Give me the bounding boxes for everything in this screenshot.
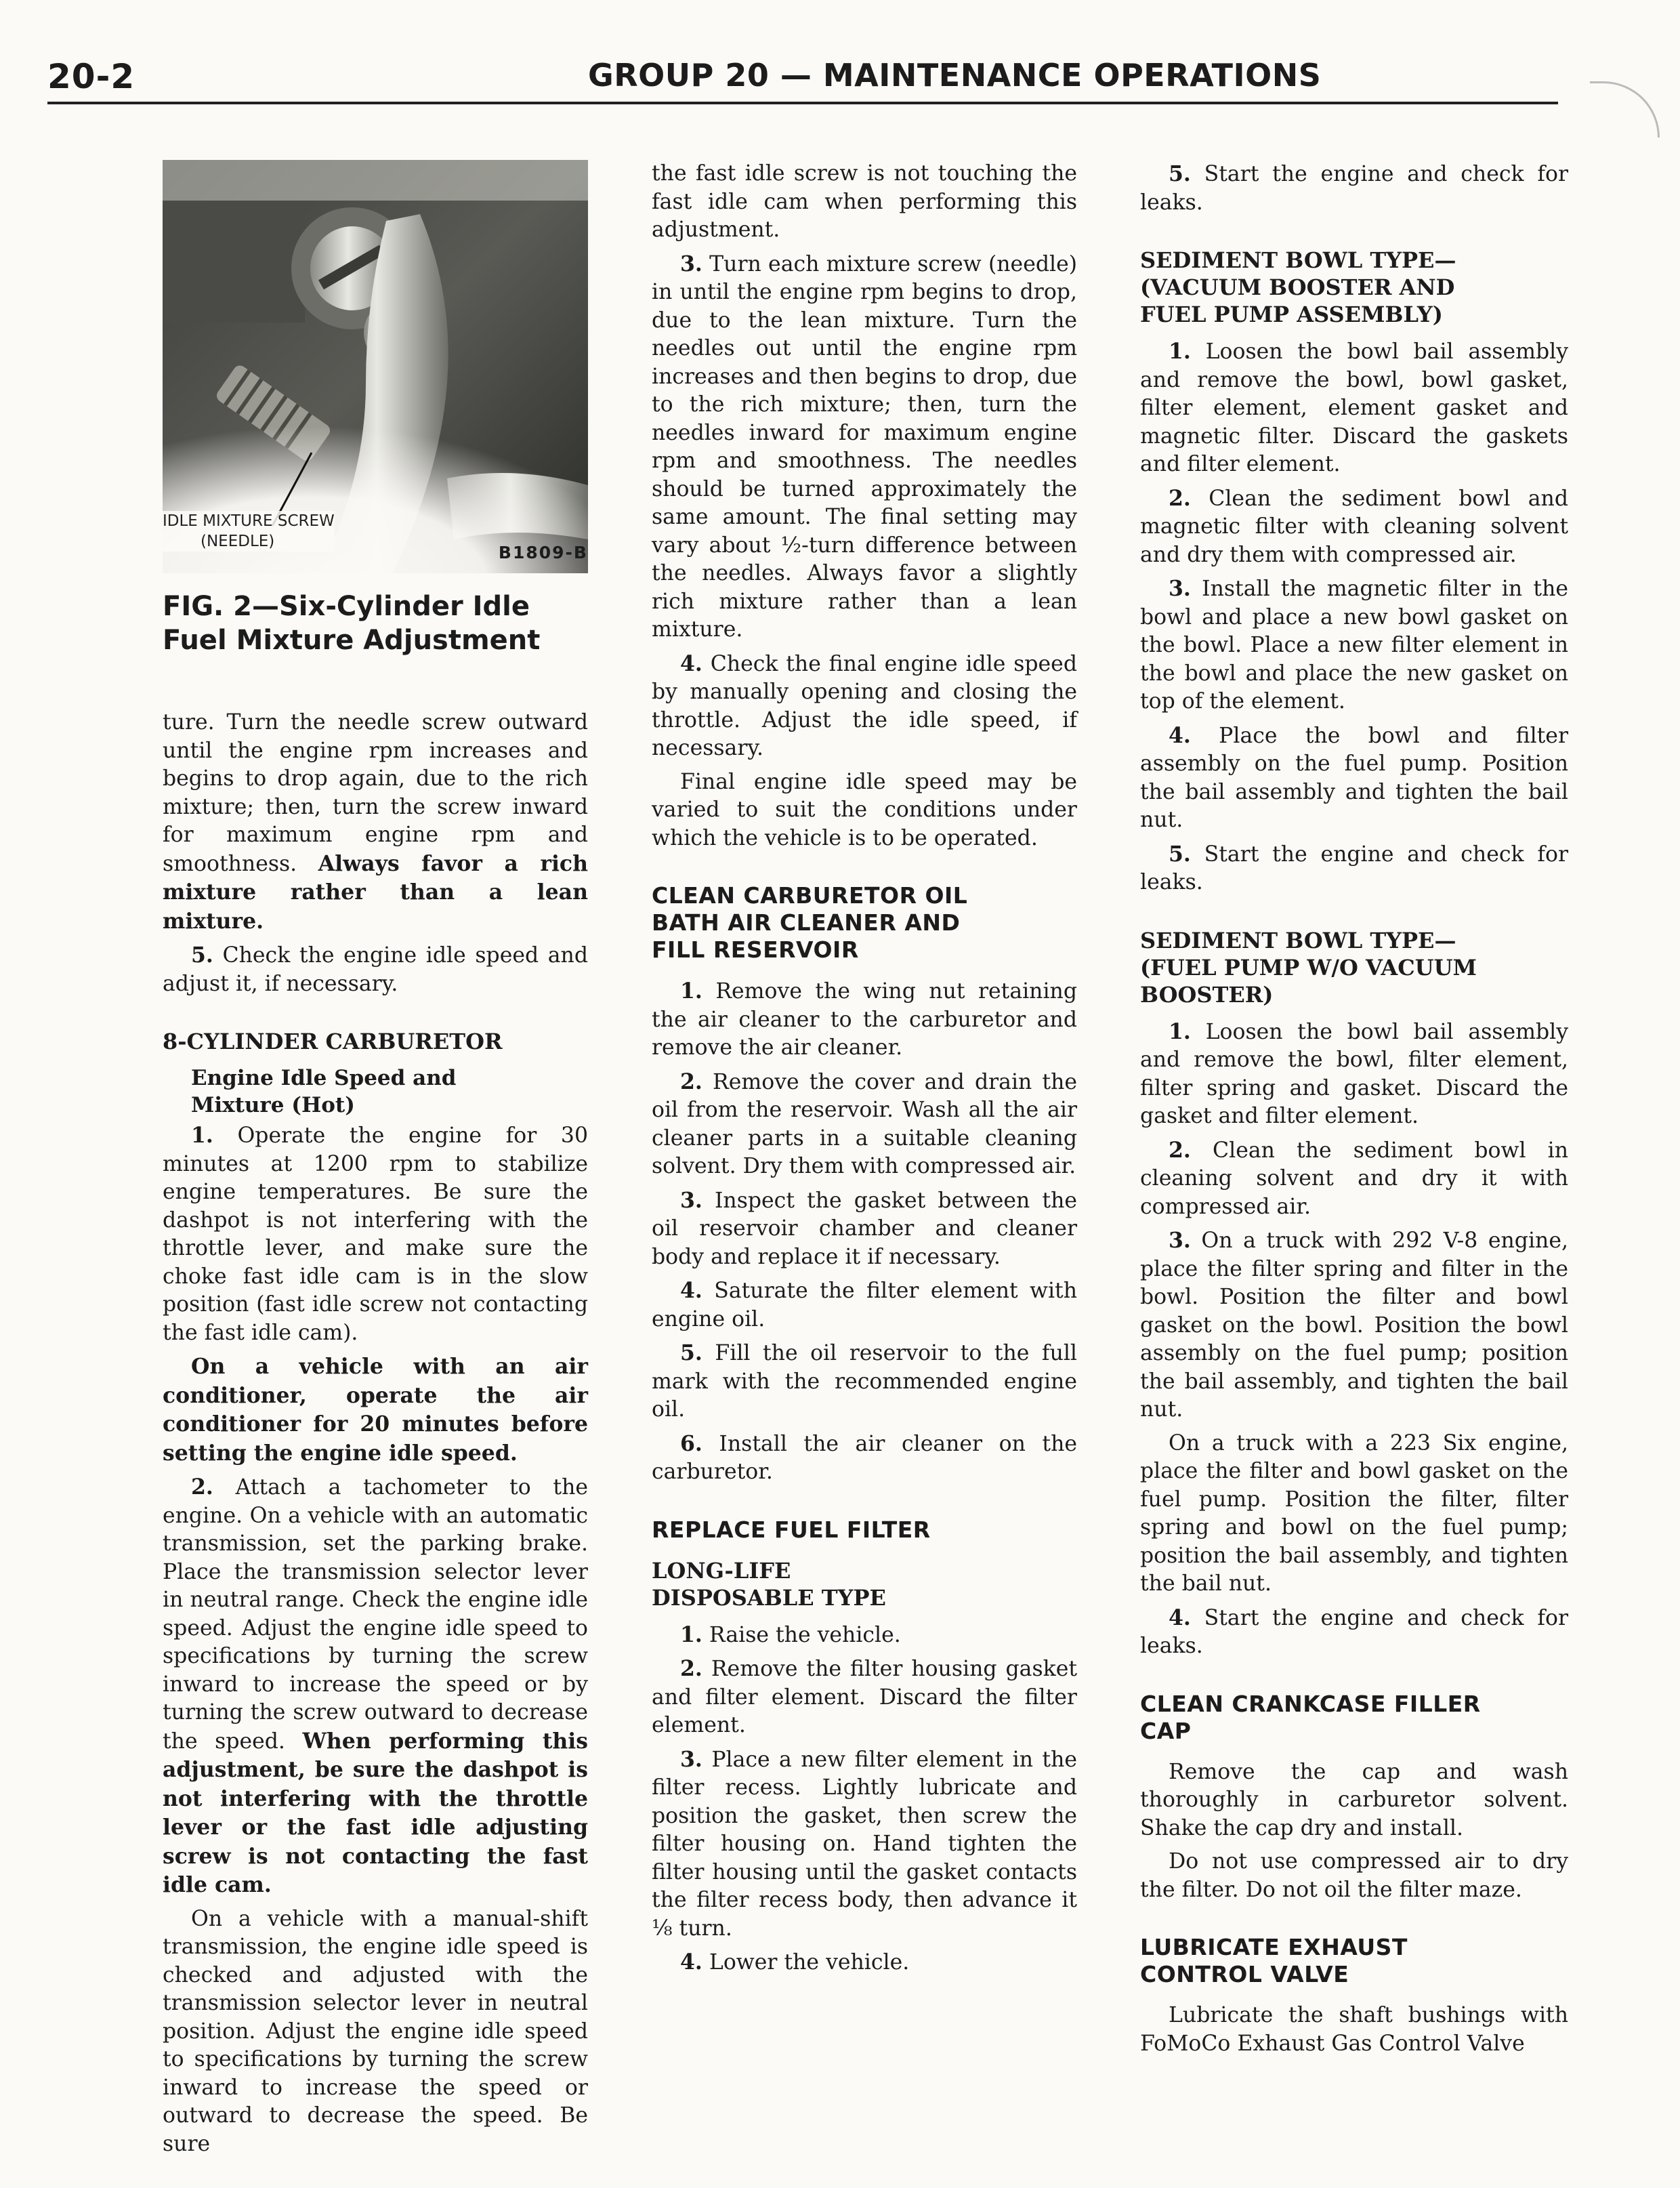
paragraph: 3. Turn each mixture screw (needle) in until the engine rpm begins to drop, due to the lean mixture. Turn the needles out until the engine rpm increases and then begins to drop, due to the rich mixture; then, turn the needles inward for maximum engine rpm and smoothness. The needles should be turned approximately the same amount. The final setting may vary about ½-turn difference between the needles. Always favor a slightly rich mixture rather than a lean mixture. [652, 251, 1078, 642]
paragraph: 1. Operate the engine for 30 minutes at 1200 rpm to stabilize engine temperatures. Be sure the dashpot is not interfering with the throttle lever, and make sure the choke fast idle cam is in the slow position (fast idle screw not contacting the fast idle cam). [163, 1123, 588, 1345]
paragraph: 3. Place a new filter element in the filter recess. Lightly lubricate and position the gasket, then screw the filter housing on. Hand tighten the filter housing until the gasket contacts the filter recess body, then advance it ⅛ turn. [652, 1746, 1077, 1941]
paragraph: 2. Clean the sediment bowl and magnetic filter with cleaning solvent and dry them with compressed air. [1140, 485, 1568, 567]
header-rule [47, 102, 1558, 104]
paragraph: On a vehicle with a manual-shift transmission, the engine idle speed is checked and adjusted with the transmission selector lever in neutral position. Adjust the engine idle speed to specifications by turning the screw inward to increase the speed or outward to decrease the speed. Be sure [163, 1906, 588, 2156]
subsection-heading: LONG-LIFE DISPOSABLE TYPE [652, 1557, 886, 1611]
figure-caption: FIG. 2—Six-Cylinder Idle Fuel Mixture Adjustment [163, 591, 541, 656]
paragraph: 1. Remove the wing nut retaining the air cleaner to the carburetor and remove the air cleaner. [652, 978, 1077, 1060]
paragraph: 1. Raise the vehicle. [680, 1622, 901, 1647]
paragraph: 2. Clean the sediment bowl in cleaning solvent and dry it with compressed air. [1140, 1137, 1568, 1219]
column-2 [652, 160, 1077, 1983]
paragraph: Final engine idle speed may be varied to suit the conditions under which the vehicle is to be operated. [652, 769, 1077, 850]
section-heading: SEDIMENT BOWL TYPE— (VACUUM BOOSTER AND FUEL PUMP ASSEMBLY) [1140, 247, 1456, 327]
page-corner-curl [1590, 81, 1660, 138]
paragraph: 3. Install the magnetic filter in the bowl and place a new bowl gasket on the bowl. Place a new filter element in the bowl and place the new gasket on top of the element. [1140, 576, 1568, 714]
section-heading: LUBRICATE EXHAUST CONTROL VALVE [1140, 1934, 1408, 1987]
section-heading: 8-CYLINDER CARBURETOR [163, 1029, 503, 1054]
paragraph: On a truck with a 223 Six engine, place the filter and bowl gasket on the fuel pump. Position the filter, filter spring and bowl on the fuel pump; position the bail assembly, and tighten the bail nut. [1140, 1430, 1568, 1596]
paragraph: Remove the cap and wash thoroughly in carburetor solvent. Shake the cap dry and install. [1140, 1759, 1568, 1840]
column-1 [163, 160, 588, 2164]
page-number: 20-2 [47, 57, 135, 96]
paragraph: 1. Loosen the bowl bail assembly and remove the bowl, bowl gasket, filter element, element gasket and magnetic filter. Discard the gaskets and filter element. [1140, 339, 1568, 476]
figure-2 [163, 160, 588, 573]
subsection-heading: Engine Idle Speed and Mixture (Hot) [191, 1066, 457, 1117]
paragraph: 4. Place the bowl and filter assembly on the fuel pump. Position the bail assembly and tighten the bail nut. [1140, 722, 1569, 832]
section-heading: SEDIMENT BOWL TYPE— (FUEL PUMP W/O VACUUM BOOSTER) [1140, 927, 1477, 1008]
figure-label: IDLE MIXTURE SCREW (NEEDLE) [163, 512, 335, 550]
paragraph: 2. Remove the filter housing gasket and filter element. Discard the filter element. [652, 1656, 1077, 1737]
paragraph: On a vehicle with an air conditioner, operate the air conditioner for 20 minutes before setting the engine idle speed. [163, 1354, 588, 1466]
paragraph: 2. Remove the cover and drain the oil from the reservoir. Wash all the air cleaner parts in a suitable cleaning solvent. Dry them with compressed air. [652, 1069, 1077, 1178]
paragraph: 1. Loosen the bowl bail assembly and remove the bowl, filter element, filter spring and gasket. Discard the gasket and filter element. [1140, 1018, 1568, 1128]
paragraph: 5. Start the engine and check for leaks. [1140, 161, 1568, 215]
section-heading: CLEAN CRANKCASE FILLER CAP [1140, 1690, 1481, 1744]
paragraph: ture. Turn the needle screw outward until the engine rpm increases and begins to drop again, due to the rich mixture; then, turn the screw inward for maximum engine rpm and smoothness. Always favor a rich mixture rather than a lean mixture. [163, 710, 588, 934]
paragraph: 4. Lower the vehicle. [680, 1949, 910, 1975]
paragraph: 4. Start the engine and check for leaks. [1140, 1605, 1568, 1658]
paragraph: 4. Check the final engine idle speed by manually opening and closing the throttle. Adjust the idle speed, if necessary. [652, 651, 1077, 760]
paragraph: 5. Start the engine and check for leaks. [1140, 841, 1568, 894]
paragraph: Do not use compressed air to dry the filter. Do not oil the filter maze. [1140, 1849, 1568, 1902]
column-3 [1140, 160, 1568, 2063]
paragraph: 4. Saturate the filter element with engine oil. [652, 1278, 1078, 1332]
paragraph: 3. On a truck with 292 V-8 engine, place the filter spring and filter in the bowl. Position the filter and bowl gasket on the bowl. Position the bowl assembly on the fuel pump; position the bail assembly, and tighten the bail nut. [1140, 1228, 1568, 1422]
paragraph: Lubricate the shaft bushings with FoMoCo Exhaust Gas Control Valve [1140, 2003, 1568, 2056]
paragraph: 6. Install the air cleaner on the carburetor. [652, 1430, 1077, 1484]
paragraph: 2. Attach a tachometer to the engine. On a vehicle with an automatic transmission, set the parking brake. Place the transmission selector lever in neutral range. Check the engine idle speed. Adjust the engine idle speed to specifications by turning the screw inward to increase the speed or by turning the screw outward to decrease the speed. When performing this adjustment, be sure the dashpot is not interfering with the throttle lever or the fast idle adjusting screw is not contacting the fast idle cam. [163, 1474, 589, 1897]
section-heading: REPLACE FUEL FILTER [652, 1516, 931, 1543]
paragraph: the fast idle screw is not touching the fast idle cam when performing this adjustment. [652, 161, 1077, 242]
page-title: GROUP 20 — MAINTENANCE OPERATIONS [588, 57, 1322, 94]
paragraph: 3. Inspect the gasket between the oil reservoir chamber and cleaner body and replace it if necessary. [652, 1187, 1077, 1269]
figure-code: B1809-B [498, 542, 588, 562]
paragraph: 5. Fill the oil reservoir to the full mark with the recommended engine oil. [652, 1340, 1077, 1422]
paragraph: 5. Check the engine idle speed and adjust it, if necessary. [163, 943, 588, 996]
section-heading: CLEAN CARBURETOR OIL BATH AIR CLEANER AND FILL RESERVOIR [652, 882, 968, 963]
